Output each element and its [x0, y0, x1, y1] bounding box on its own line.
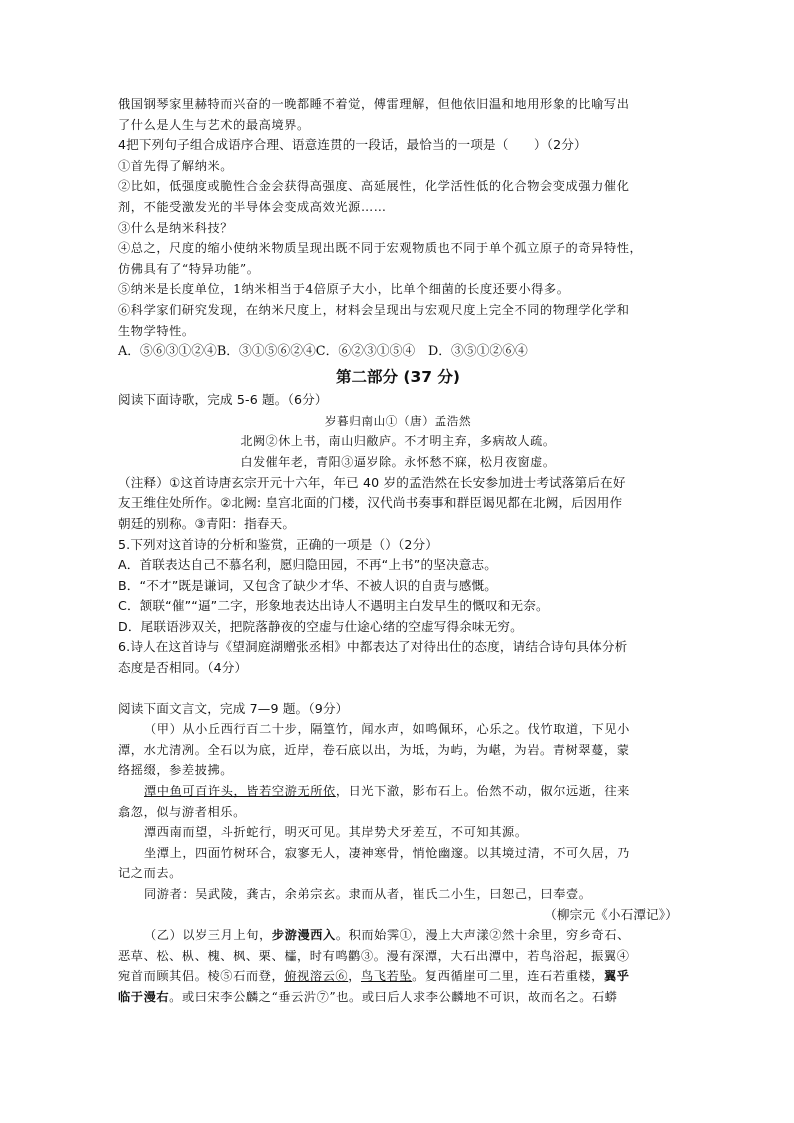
passage-line: （甲）从小丘西行百二十步，隔篁竹，闻水声，如鸣佩环，心乐之。伐竹取道，下见小 [144, 722, 630, 737]
exam-page [118, 94, 678, 1008]
passage-text: 宛首而顾其侣。棱⑤石而登， [118, 969, 285, 984]
passage-line: 潭西南而望，斗折蛇行，明灭可见。其岸势犬牙差互，不可知其源。 [144, 825, 528, 840]
passage-text: 。或曰宋李公麟之“垂云沜⑦”也。或曰后人求李公麟地不可识，故而名之。石蟒 [169, 989, 618, 1004]
question-5-stem: 5.下列对这首诗的分析和鉴赏，正确的一项是（）（2分） [118, 536, 439, 552]
spacer [118, 679, 678, 699]
sentence-3: ③什么是纳米科技？ [118, 220, 234, 235]
poem-line: 北阙②休上书，南山归敝庐。不才明主弃，多病故人疏。 [240, 433, 556, 448]
poem-line: 白发催年老，青阳③逼岁除。永怀愁不寐，松月夜窗虚。 [240, 454, 556, 469]
option-c: C．颔联“催”“逼”二字，形象地表达出诗人不遇明主白发早生的慨叹和无奈。 [118, 598, 549, 614]
question-6-stem: 6.诗人在这首诗与《望洞庭湖赠张丞相》中都表达了对待出仕的态度，请结合诗句具体分析 [118, 639, 628, 655]
question-4-stem: 4把下列句子组合成语序合理、语意连贯的一段话，最恰当的一项是（ ）（2分） [118, 137, 587, 153]
underlined-sentence: 潭中鱼可百许头，皆若空游无所依 [144, 784, 336, 799]
option-d: D．尾联语涉双关，把院落静夜的空虚与仕途心绪的空虚写得余味无穷。 [118, 618, 523, 634]
poem-note: 友王维住处所作。②北阙: 皇宫北面的门楼，汉代尚书奏事和群臣谒见都在北阙，后因用作 [118, 495, 623, 511]
passage-line: 坐潭上，四面竹树环合，寂寥无人，凄神寒骨，悄怆幽邃。以其境过清，不可久居，乃 [144, 845, 630, 860]
bold-phrase: 步游漫西入 [271, 928, 336, 943]
option-a: A．首联表达自己不慕名利，愿归隐田园，不再“上书”的坚决意志。 [118, 557, 497, 573]
sentence-4-cont: 仿佛具有了“特异功能”。 [118, 261, 260, 276]
classical-intro: 阅读下面文言文，完成 7—9 题。（9分） [118, 700, 349, 716]
passage-line: 潭，水尤清冽。全石以为底，近岸，卷石底以出，为坻，为屿，为嵁，为岩。青树翠蔓，蒙 [118, 742, 630, 757]
passage-line: 恶草、松、枞、槐、枫、栗、櫺，时有鸣鹳③。漫有深潭，大石出潭中，若鸟浴起，振翼④ [118, 948, 630, 963]
sentence-2-cont: 剂，不能受激发光的半导体会变成高效光源…… [118, 199, 387, 214]
poem-title: 岁暮归南山①（唐）孟浩然 [324, 413, 472, 428]
passage-text: （乙）以岁三月上旬， [144, 928, 272, 943]
passage-line [118, 781, 678, 802]
question-6-stem-cont: 态度是否相同。（4分） [118, 660, 248, 676]
poem-note: 朝廷的别称。③青阳：指春天。 [118, 515, 296, 531]
sentence-1: ①首先得了解纳米。 [118, 158, 234, 173]
text-line: 俄国钢琴家里赫特而兴奋的一晚都睡不着觉，傅雷理解，但他依旧温和地用形象的比喻写出 [118, 97, 630, 111]
sentence-4: ④总之，尺度的缩小使纳米物质呈现出既不同于宏观物质也不同于单个孤立原子的奇异特性， [118, 241, 643, 256]
passage-line: 同游者：吴武陵，龚古，余弟宗玄。隶而从者，崔氏二小生，曰恕己，曰奉壹。 [144, 887, 592, 901]
passage-text: 。复西循崖可二里，连石若重楼， [412, 969, 604, 984]
passage-line: 翕忽，似与游者相乐。 [118, 804, 246, 819]
underlined-phrase: 鸟飞若坠 [360, 969, 413, 984]
sentence-6-cont: 生物学特性。 [118, 323, 195, 338]
option-b: B．“不才”既是谦词，又包含了缺少才华、不被人识的自责与感慨。 [118, 577, 497, 593]
section-title: 第二部分 (37 分) [335, 368, 461, 387]
question-4-options: A．⑤⑥③①②④B．③①⑤⑥②④C．⑥②③①⑤④ D．③⑤①②⑥④ [118, 344, 528, 360]
passage-source: （柳宗元《小石潭记》） [544, 906, 678, 922]
passage-line: 络摇缀，参差披拂。 [118, 763, 234, 778]
passage-line: 记之而去。 [118, 866, 182, 881]
bold-phrase: 翼乎 [603, 969, 630, 984]
passage-text: 。积而始霁①，漫上大声漾②然十余里，穷乡奇石、 [335, 928, 630, 943]
poem-intro: 阅读下面诗歌，完成 5-6 题。（6分） [118, 392, 328, 408]
passage-line [118, 966, 678, 987]
sentence-2: ②比如，低强度或脆性合金会获得高强度、高延展性，化学活性低的化合物会变成强力催化 [118, 179, 630, 194]
poem-note: （注释）①这首诗唐玄宗开元十六年，年已 40 岁的孟浩然在长安参加进士考试落第后在好 [118, 474, 626, 490]
sentence-6: ⑥科学家们研究发现，在纳米尺度上，材料会呈现出与宏观尺度上完全不同的物理学化学和 [118, 302, 630, 317]
bold-phrase: 临于漫右 [118, 989, 170, 1004]
underlined-phrase: 俯视溶云⑥ [284, 969, 349, 984]
passage-text: ，日光下澈，影布石上。佁然不动，俶尔远逝，往来 [335, 784, 630, 799]
passage-line [118, 925, 678, 946]
passage-line [118, 987, 678, 1008]
passage-text: ， [348, 969, 361, 984]
sentence-5: ⑤纳米是长度单位，1纳米相当于4倍原子大小，比单个细菌的长度还要小得多。 [118, 282, 570, 297]
text-line: 了什么是人生与艺术的最高境界。 [118, 117, 310, 132]
